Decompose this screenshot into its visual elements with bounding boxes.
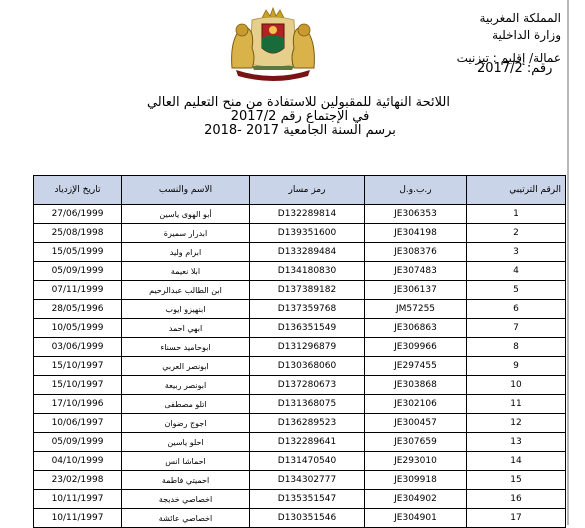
cell-massar: D134302777: [250, 471, 365, 490]
table-row: [34, 452, 566, 471]
header-block: [457, 10, 561, 67]
table-row: [34, 300, 566, 319]
cell-birth: 10/06/1997: [34, 414, 122, 433]
cell-cin: JE306353: [365, 205, 467, 224]
table-row: [34, 395, 566, 414]
table-row: [34, 338, 566, 357]
cell-birth: 23/02/1998: [34, 471, 122, 490]
cell-rank: 17: [467, 509, 566, 528]
cell-massar: D131470540: [250, 452, 365, 471]
cell-massar: D137389182: [250, 281, 365, 300]
title-line-1: اللائحة النهائية للمقبولين للاستفادة من منح التعليم العالي: [146, 95, 450, 110]
cell-birth: 07/11/1999: [34, 281, 122, 300]
cell-name: ابدرار سميرة: [122, 224, 250, 243]
cell-cin: JE302106: [365, 395, 467, 414]
title-line-3: برسم السنة الجامعية 2017 -2018: [204, 123, 396, 138]
cell-massar: D133289484: [250, 243, 365, 262]
cell-birth: 17/10/1996: [34, 395, 122, 414]
table-row: [34, 433, 566, 452]
cell-name: ابونصر العربي: [122, 357, 250, 376]
cell-name: ابنهيزو ايوب: [122, 300, 250, 319]
cell-cin: JE303868: [365, 376, 467, 395]
cell-cin: JE300457: [365, 414, 467, 433]
cell-cin: JE309918: [365, 471, 467, 490]
column-header-name: الاسم والنسب: [122, 176, 250, 205]
cell-massar: D132289641: [250, 433, 365, 452]
cell-massar: D135351547: [250, 490, 365, 509]
cell-rank: 16: [467, 490, 566, 509]
cell-name: ابرام وليد: [122, 243, 250, 262]
cell-massar: D139351600: [250, 224, 365, 243]
cell-rank: 8: [467, 338, 566, 357]
cell-rank: 2: [467, 224, 566, 243]
table-row: [34, 243, 566, 262]
cell-massar: D131368075: [250, 395, 365, 414]
cell-massar: D137280673: [250, 376, 365, 395]
column-header-birth: تاريخ الإزدياد: [34, 176, 122, 205]
cell-cin: JE307659: [365, 433, 467, 452]
cell-birth: 25/08/1998: [34, 224, 122, 243]
kingdom-label: المملكة المغربية: [479, 11, 561, 25]
table-row: [34, 357, 566, 376]
cell-massar: D131296879: [250, 338, 365, 357]
cell-name: ابونصر ربيعة: [122, 376, 250, 395]
column-header-rank: الرقم الترتيبي: [467, 176, 566, 205]
cell-massar: D130351546: [250, 509, 365, 528]
cell-birth: 03/06/1999: [34, 338, 122, 357]
table-row: [34, 319, 566, 338]
cell-birth: 15/10/1997: [34, 376, 122, 395]
ministry-label: وزارة الداخلية: [492, 28, 561, 42]
reference-number: رقم: 2017/2: [477, 61, 553, 76]
beneficiaries-table: [33, 175, 566, 528]
table-row: [34, 376, 566, 395]
cell-rank: 11: [467, 395, 566, 414]
cell-birth: 27/06/1999: [34, 205, 122, 224]
cell-rank: 13: [467, 433, 566, 452]
cell-name: أبو الهوى ياسين: [122, 205, 250, 224]
table-row: [34, 281, 566, 300]
cell-name: ابلا نعيمة: [122, 262, 250, 281]
cell-massar: D134180830: [250, 262, 365, 281]
cell-massar: D130368060: [250, 357, 365, 376]
cell-massar: D136351549: [250, 319, 365, 338]
column-header-cin: ر.ب.و.ل: [365, 176, 467, 205]
cell-cin: JE307483: [365, 262, 467, 281]
table-row: [34, 414, 566, 433]
cell-rank: 1: [467, 205, 566, 224]
cell-rank: 5: [467, 281, 566, 300]
column-header-massar: رمز مسار: [250, 176, 365, 205]
table-row: [34, 490, 566, 509]
cell-massar: D136289523: [250, 414, 365, 433]
cell-name: احلو ياسين: [122, 433, 250, 452]
cell-birth: 28/05/1996: [34, 300, 122, 319]
cell-cin: JE306137: [365, 281, 467, 300]
table-row: [34, 205, 566, 224]
cell-cin: JE308376: [365, 243, 467, 262]
province-label: عمالة/ إقليم : تيزنيت: [456, 51, 561, 65]
cell-name: ابن الطالب عبدالرحيم: [122, 281, 250, 300]
cell-birth: 04/10/1999: [34, 452, 122, 471]
cell-cin: JE293010: [365, 452, 467, 471]
cell-cin: JE309966: [365, 338, 467, 357]
cell-rank: 14: [467, 452, 566, 471]
cell-birth: 05/09/1999: [34, 433, 122, 452]
cell-birth: 10/11/1997: [34, 490, 122, 509]
cell-name: اتلو مصطفى: [122, 395, 250, 414]
cell-name: اخصاصي خديجة: [122, 490, 250, 509]
cell-rank: 9: [467, 357, 566, 376]
cell-massar: D137359768: [250, 300, 365, 319]
document-titles: [146, 95, 450, 138]
cell-rank: 3: [467, 243, 566, 262]
page-edge-line: [567, 0, 569, 525]
table-row: [34, 224, 566, 243]
cell-rank: 6: [467, 300, 566, 319]
cell-cin: JE297455: [365, 357, 467, 376]
cell-birth: 15/05/1999: [34, 243, 122, 262]
cell-name: ابوحاميد حسناء: [122, 338, 250, 357]
cell-cin: JE304901: [365, 509, 467, 528]
cell-rank: 10: [467, 376, 566, 395]
cell-birth: 10/05/1999: [34, 319, 122, 338]
cell-cin: JE306863: [365, 319, 467, 338]
cell-name: اجوج رضوان: [122, 414, 250, 433]
cell-cin: JE304902: [365, 490, 467, 509]
cell-cin: JE304198: [365, 224, 467, 243]
cell-rank: 12: [467, 414, 566, 433]
cell-rank: 7: [467, 319, 566, 338]
table-header-row: [34, 176, 566, 205]
cell-name: اخصاصي عائشة: [122, 509, 250, 528]
table-row: [34, 262, 566, 281]
cell-rank: 15: [467, 471, 566, 490]
cell-birth: 05/09/1999: [34, 262, 122, 281]
table-body: [34, 205, 566, 528]
cell-massar: D132289814: [250, 205, 365, 224]
cell-cin: JM57255: [365, 300, 467, 319]
cell-birth: 15/10/1997: [34, 357, 122, 376]
royal-emblem-icon: [222, 4, 324, 82]
table-row: [34, 471, 566, 490]
cell-name: احميتي فاطمة: [122, 471, 250, 490]
title-line-2: في الإجتماع رقم 2017/2: [230, 109, 370, 124]
cell-name: احماشا انس: [122, 452, 250, 471]
cell-rank: 4: [467, 262, 566, 281]
cell-name: ابهي احمد: [122, 319, 250, 338]
cell-birth: 10/11/1997: [34, 509, 122, 528]
